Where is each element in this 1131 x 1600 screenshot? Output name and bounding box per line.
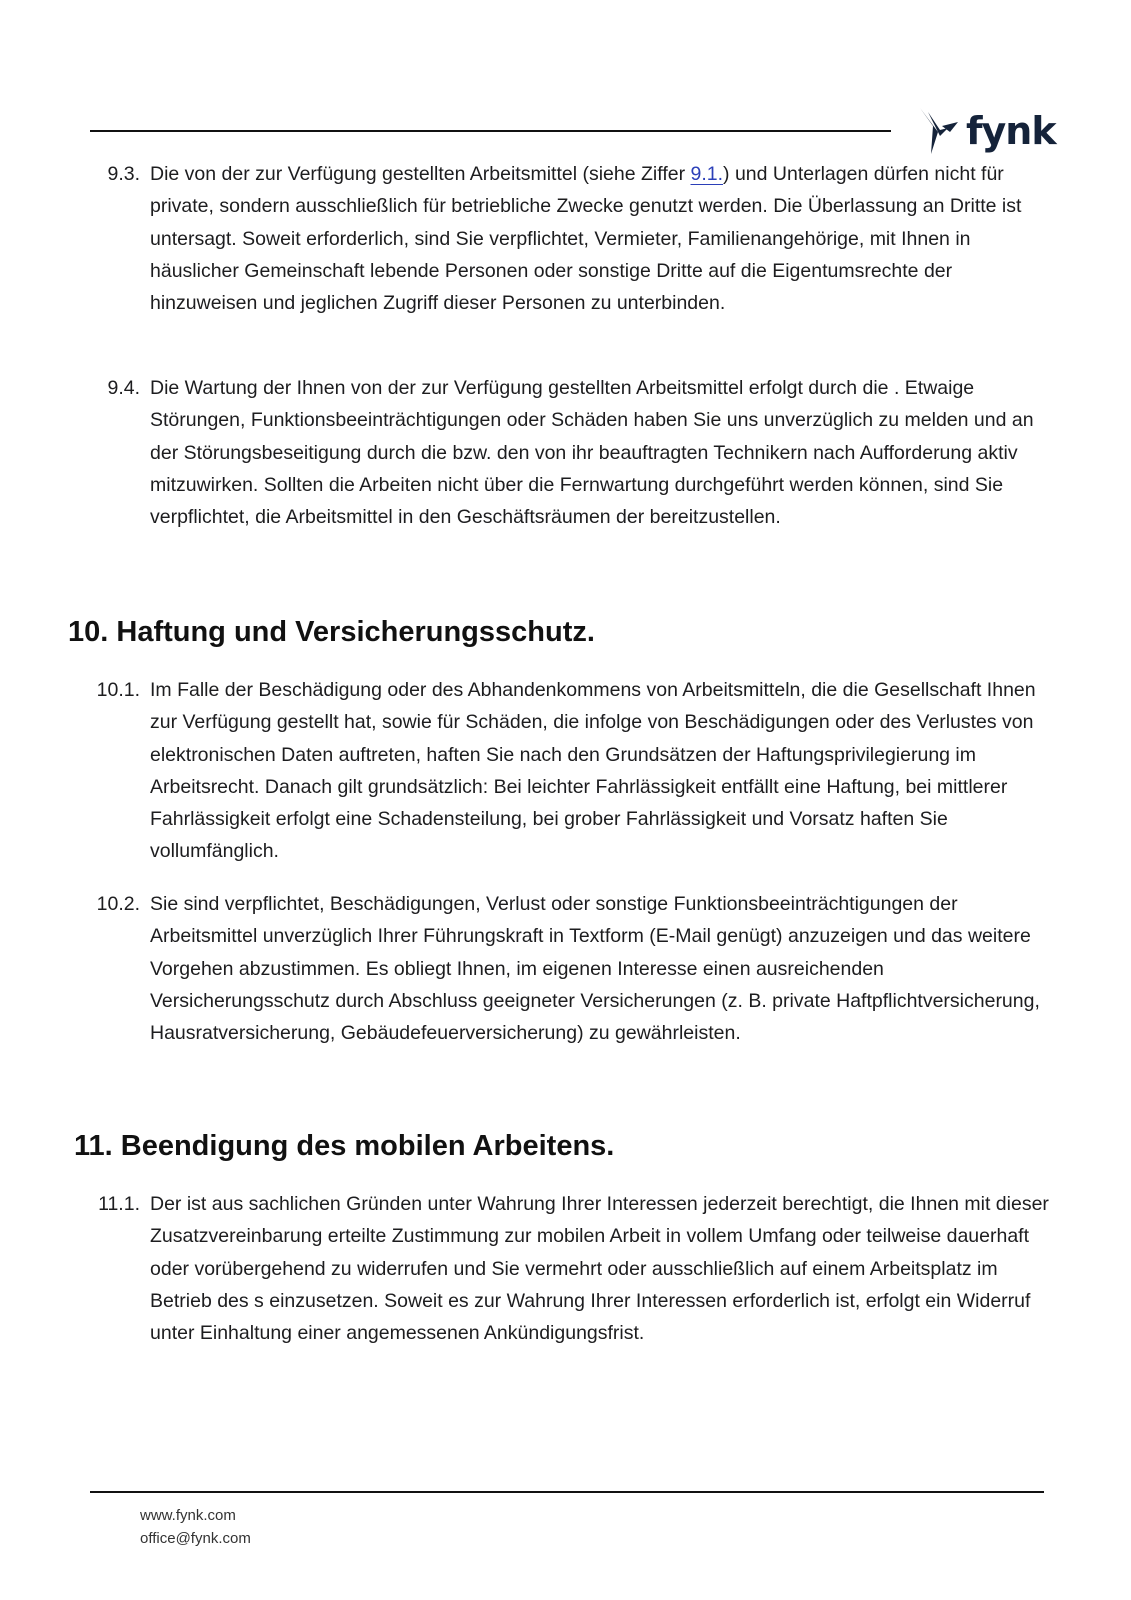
clause-text: Sie sind verpflichtet, Beschädigungen, Verlust oder sonstige Funktionsbeeinträchtigungen der Arbeitsmittel unverzüglich Ihrer Führungskraft in Textform (E-Mail genügt) anzuzeigen und das weitere Vorgehen abzustimmen. Es obliegt Ihnen, im eigenen Interesse einen ausreichenden Versicherungsschutz durch Abschluss geeigneter Versicherungen (z. B. private Haftpflichtversicherung, Hausratversicherung, Gebäudefeuerversicherung) zu gewährleisten.: [150, 893, 1040, 1045]
fynk-logo: [918, 106, 1056, 156]
clause-text-part: Die von der zur Verfügung gestellten Arbeitsmittel (siehe Ziffer: [150, 163, 691, 185]
header-divider: [90, 130, 891, 132]
clause-text: Der ist aus sachlichen Gründen unter Wahrung Ihrer Interessen jederzeit berechtigt, die Ihnen mit dieser Zusatzvereinbarung erteilte Zustimmung zur mobilen Arbeit in vollem Umfang oder teilweise dauerhaft oder vorübergehend zu widerrufen und Sie vermehrt oder ausschließlich auf einem Arbeitsplatz im Betrieb des s einzusetzen. Soweit es zur Wahrung Ihrer Interessen erforderlich ist, erfolgt ein Widerruf unter Einhaltung einer angemessenen Ankündigungsfrist.: [150, 1193, 1049, 1345]
footer-divider: [90, 1491, 1044, 1493]
footer: [140, 1504, 251, 1550]
fynk-bird-icon: [918, 106, 960, 156]
logo-wordmark: fynk: [966, 109, 1056, 153]
clause-text: Im Falle der Beschädigung oder des Abhandenkommens von Arbeitsmitteln, die die Gesellschaft Ihnen zur Verfügung gestellt hat, sowie für Schäden, die infolge von Beschädigungen oder des Verlustes von elektronischen Daten auftreten, haften Sie nach den Grundsätzen der Haftungsprivilegierung im Arbeitsrecht. Danach gilt grundsätzlich: Bei leichter Fahrlässigkeit entfällt eine Haftung, bei mittlerer Fahrlässigkeit erfolgt eine Schadensteilung, bei grober Fahrlässigkeit und Vorsatz haften Sie vollumfänglich.: [150, 679, 1036, 863]
ref-link-9-1[interactable]: 9.1.: [690, 163, 724, 185]
section-heading-11: 11. Beendigung des mobilen Arbeitens.: [74, 1130, 615, 1162]
clause-number: 10.1.: [96, 679, 140, 701]
clause-number: 9.3.: [107, 163, 140, 185]
clause-number: 11.1.: [98, 1193, 140, 1215]
clause-number: 10.2.: [96, 893, 140, 915]
clause-text: [150, 158, 1050, 319]
clause-number: 9.4.: [107, 377, 140, 399]
footer-email[interactable]: office@fynk.com: [140, 1530, 251, 1547]
clause-text: Die Wartung der Ihnen von der zur Verfügung gestellten Arbeitsmittel erfolgt durch die . Etwaige Störungen, Funktionsbeeinträchtigungen oder Schäden haben Sie uns unverzüglich zu melden und an der Störungsbeseitigung durch die bzw. den von ihr beauftragten Technikern nach Aufforderung aktiv mitzuwirken. Sollten die Arbeiten nicht über die Fernwartung durchgeführt werden können, sind Sie verpflichtet, die Arbeitsmittel in den Geschäftsräumen der bereitzustellen.: [150, 377, 1034, 529]
section-heading-10: 10. Haftung und Versicherungsschutz.: [68, 616, 595, 648]
clause-text-part: ) und Unterlagen dürfen nicht für private, sondern ausschließlich für betriebliche Zwecke genutzt werden. Die Überlassung an Dritte ist untersagt. Soweit erforderlich, sind Sie verpflichtet, Vermieter, Familienangehörige, mit Ihnen in häuslicher Gemeinschaft lebende Personen oder sonstige Dritte auf die Eigentumsrechte der hinzuweisen und jeglichen Zugriff dieser Personen zu unterbinden.: [150, 163, 1022, 315]
footer-website[interactable]: www.fynk.com: [140, 1507, 236, 1524]
